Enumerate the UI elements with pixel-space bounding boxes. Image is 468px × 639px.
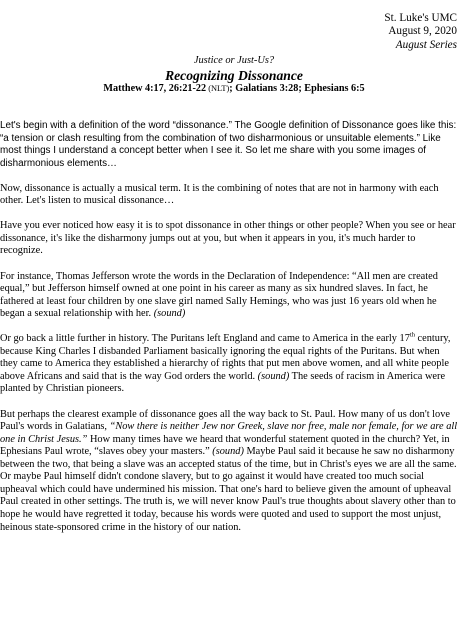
jefferson-text: For instance, Thomas Jefferson wrote the words in the Declaration of Independence: “All men are created equal,” but Jefferson himself owned at one point in his career as many as six hundred slaves. In fact, he fathered at least four children by one slave girl named Sally Hemings, who was just 16 years old when he began a sexual relationship with her. (0, 270, 438, 320)
church-name: St. Luke's UMC (384, 12, 457, 24)
scripture-ref-rest: ; Galatians 3:28; Ephesians 6:5 (229, 82, 365, 94)
sermon-title: Recognizing Dissonance (165, 67, 303, 83)
paragraph-st-paul (0, 409, 458, 534)
sound-cue: (sound) (257, 370, 290, 382)
sound-cue: (sound) (153, 308, 186, 320)
paul-text-1: But perhaps the clearest example of dissonance goes all the way back to St. Paul. How many of us don't love Paul's words in Galatians, (0, 408, 450, 433)
definition-outro: Like most things I understand a concept better when I see it. So let me share with you some images of disharmonious elements… (0, 132, 441, 169)
paragraph-definition (0, 120, 458, 170)
puritans-text-2: century, because King Charles I disbanded Parliament basically ignoring the equal rights of the Puritans. But when they came to America they established a hierarchy of rights that put men above women, and all white people above Africans and said that is the way God orders the world. (0, 333, 451, 382)
sermon-body (0, 120, 458, 547)
series-name: August Series (395, 38, 457, 51)
paragraph-musical-term: Now, dissonance is actually a musical term. It is the combining of notes that are not in harmony with each other. Let's listen to musical dissonance… (0, 182, 439, 207)
galatians-quote: “Now there is neither Jew nor Greek, slave nor free, male nor female, for we are all one in Christ Jesus.” (0, 421, 458, 445)
scripture-ref-matthew: Matthew 4:17, 26:21-22 (103, 82, 207, 94)
paragraph-puritans (0, 333, 458, 396)
paragraph-jefferson (0, 271, 458, 321)
sermon-kicker: Justice or Just-Us? (193, 55, 275, 66)
puritans-text-3: The seeds of racism in America were planted by Christian pioneers. (0, 370, 446, 395)
definition-intro: Let's begin with a definition of the word “dissonance.” The Google definition of Dissonance goes like this: (0, 120, 457, 131)
title-block (0, 55, 468, 95)
translation-tag: (NLT) (206, 83, 230, 93)
paul-text-2: How many times have we heard that wonderful statement quoted in the church? Yet, in Ephesians Paul wrote, “slaves obey your masters.” (0, 433, 450, 458)
definition-quote: “a tension or clash resulting from the combination of two disharmonious or unsuitable elements.” (0, 132, 420, 144)
sermon-header (384, 12, 457, 52)
puritans-text-1: Or go back a little further in history. The Puritans left England and came to America in the early 17 (0, 333, 410, 345)
scripture-references (0, 83, 468, 96)
paul-text-3: Maybe Paul said it because he saw no disharmony between the two, that being a slave was an accepted status of the time, but in Christ's eyes we are all the same. Or maybe Paul himself didn't condone slavery, but to go against it would have created too much social upheaval which could have undermined his mission. That one's hard to believe given the amount of upheaval Paul created in other settings. The truth is, we will never know Paul's true thoughts about slavery other than to hope he would have regretted it today, because his words were quoted and used to support the most unjust, heinous state-sponsored crime in the history of our nation. (0, 446, 457, 533)
ordinal-suffix: th (409, 331, 415, 339)
sound-cue: (sound) (212, 446, 244, 458)
paragraph-spotting-dissonance: Have you ever noticed how easy it is to spot dissonance in other things or other people? When you see or hear dissonance, it's like the disharmony jumps out at you, but when it appears in you, it's much harder to recognize. (0, 220, 456, 257)
sermon-date: August 9, 2020 (388, 25, 457, 38)
